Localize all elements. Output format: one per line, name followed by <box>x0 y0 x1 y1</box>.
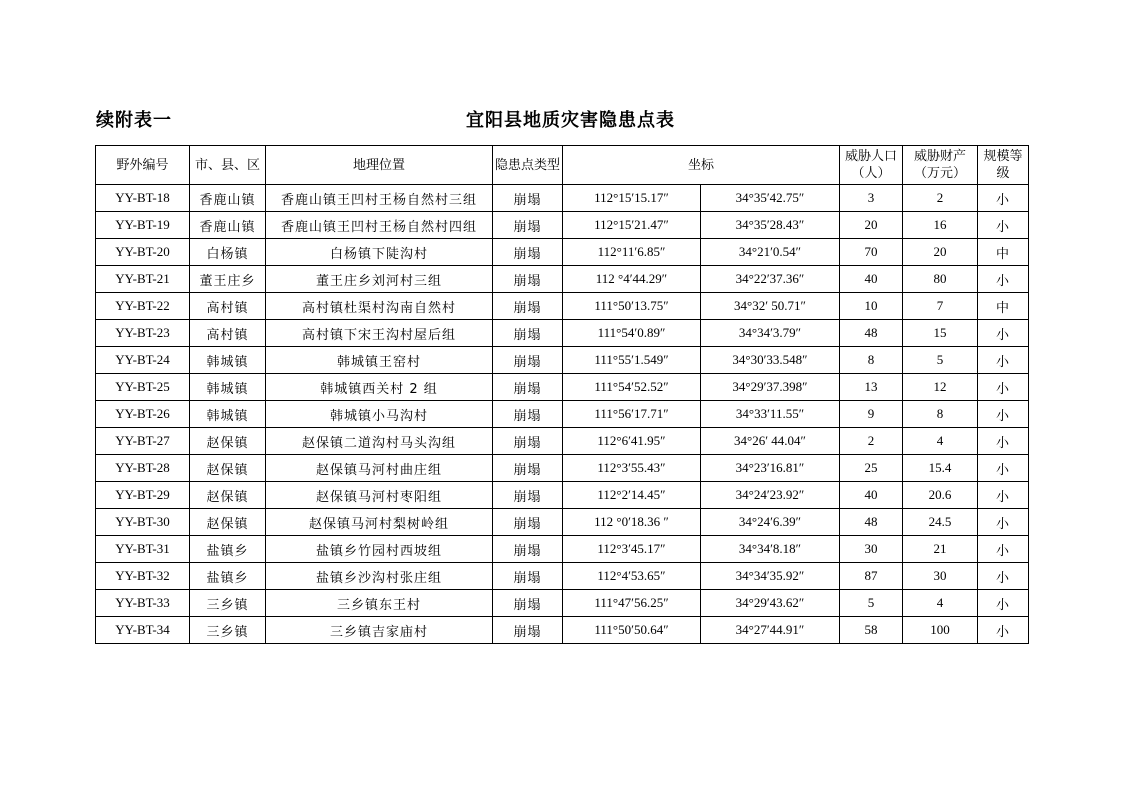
cell-people: 70 <box>840 239 903 266</box>
cell-id: YY-BT-22 <box>96 293 190 320</box>
cell-latitude: 34°32′ 50.71″ <box>701 293 840 320</box>
cell-type: 崩塌 <box>493 536 563 563</box>
cell-county: 赵保镇 <box>190 509 266 536</box>
cell-type: 崩塌 <box>493 266 563 293</box>
cell-scale: 小 <box>978 509 1029 536</box>
cell-longitude: 111°54′0.89″ <box>563 320 701 347</box>
cell-scale: 小 <box>978 320 1029 347</box>
cell-id: YY-BT-23 <box>96 320 190 347</box>
cell-location: 韩城镇西关村 2 组 <box>266 374 493 401</box>
header-location: 地理位置 <box>266 146 493 185</box>
cell-longitude: 111°55′1.549″ <box>563 347 701 374</box>
cell-property: 20.6 <box>903 482 978 509</box>
cell-location: 高村镇杜渠村沟南自然村 <box>266 293 493 320</box>
cell-county: 韩城镇 <box>190 374 266 401</box>
cell-scale: 小 <box>978 401 1029 428</box>
cell-scale: 小 <box>978 536 1029 563</box>
cell-people: 48 <box>840 509 903 536</box>
cell-county: 赵保镇 <box>190 428 266 455</box>
table-row <box>96 428 1029 455</box>
cell-id: YY-BT-29 <box>96 482 190 509</box>
cell-type: 崩塌 <box>493 320 563 347</box>
header-type: 隐患点类型 <box>493 146 563 185</box>
cell-longitude: 112°3′55.43″ <box>563 455 701 482</box>
header-county: 市、县、区 <box>190 146 266 185</box>
cell-people: 3 <box>840 185 903 212</box>
cell-latitude: 34°23′16.81″ <box>701 455 840 482</box>
table-row <box>96 617 1029 644</box>
cell-type: 崩塌 <box>493 482 563 509</box>
table-row <box>96 185 1029 212</box>
cell-id: YY-BT-30 <box>96 509 190 536</box>
cell-latitude: 34°21′0.54″ <box>701 239 840 266</box>
cell-id: YY-BT-24 <box>96 347 190 374</box>
cell-longitude: 112°3′45.17″ <box>563 536 701 563</box>
cell-id: YY-BT-32 <box>96 563 190 590</box>
cell-people: 5 <box>840 590 903 617</box>
cell-longitude: 111°47′56.25″ <box>563 590 701 617</box>
cell-scale: 小 <box>978 347 1029 374</box>
cell-people: 40 <box>840 266 903 293</box>
cell-people: 30 <box>840 536 903 563</box>
cell-county: 香鹿山镇 <box>190 212 266 239</box>
cell-property: 5 <box>903 347 978 374</box>
table-continuation-label: 续附表一 <box>96 110 172 131</box>
cell-longitude: 112°15′15.17″ <box>563 185 701 212</box>
table-header-row <box>96 146 1029 185</box>
header-people: 威胁人口（人） <box>840 146 903 185</box>
cell-longitude: 112°4′53.65″ <box>563 563 701 590</box>
cell-longitude: 112 °4′44.29″ <box>563 266 701 293</box>
cell-scale: 小 <box>978 455 1029 482</box>
cell-type: 崩塌 <box>493 590 563 617</box>
table-row <box>96 590 1029 617</box>
cell-people: 9 <box>840 401 903 428</box>
cell-property: 100 <box>903 617 978 644</box>
cell-county: 赵保镇 <box>190 482 266 509</box>
cell-scale: 中 <box>978 293 1029 320</box>
header-scale: 规模等级 <box>978 146 1029 185</box>
cell-county: 赵保镇 <box>190 455 266 482</box>
cell-latitude: 34°26′ 44.04″ <box>701 428 840 455</box>
cell-longitude: 112 °0′18.36 ″ <box>563 509 701 536</box>
cell-longitude: 112°15′21.47″ <box>563 212 701 239</box>
cell-location: 盐镇乡沙沟村张庄组 <box>266 563 493 590</box>
cell-property: 16 <box>903 212 978 239</box>
cell-people: 40 <box>840 482 903 509</box>
cell-property: 2 <box>903 185 978 212</box>
cell-id: YY-BT-27 <box>96 428 190 455</box>
cell-longitude: 111°50′13.75″ <box>563 293 701 320</box>
table-row <box>96 374 1029 401</box>
cell-property: 80 <box>903 266 978 293</box>
cell-type: 崩塌 <box>493 212 563 239</box>
cell-location: 赵保镇马河村梨树岭组 <box>266 509 493 536</box>
cell-scale: 小 <box>978 428 1029 455</box>
cell-type: 崩塌 <box>493 185 563 212</box>
cell-longitude: 112°2′14.45″ <box>563 482 701 509</box>
cell-county: 高村镇 <box>190 293 266 320</box>
cell-people: 25 <box>840 455 903 482</box>
cell-type: 崩塌 <box>493 428 563 455</box>
cell-longitude: 111°56′17.71″ <box>563 401 701 428</box>
cell-location: 盐镇乡竹园村西坡组 <box>266 536 493 563</box>
cell-latitude: 34°24′6.39″ <box>701 509 840 536</box>
cell-id: YY-BT-20 <box>96 239 190 266</box>
cell-latitude: 34°34′8.18″ <box>701 536 840 563</box>
cell-scale: 小 <box>978 374 1029 401</box>
cell-type: 崩塌 <box>493 563 563 590</box>
cell-people: 20 <box>840 212 903 239</box>
cell-latitude: 34°34′35.92″ <box>701 563 840 590</box>
cell-county: 香鹿山镇 <box>190 185 266 212</box>
cell-people: 58 <box>840 617 903 644</box>
table-row <box>96 293 1029 320</box>
cell-county: 白杨镇 <box>190 239 266 266</box>
cell-id: YY-BT-34 <box>96 617 190 644</box>
cell-county: 韩城镇 <box>190 401 266 428</box>
cell-id: YY-BT-33 <box>96 590 190 617</box>
cell-longitude: 112°11′6.85″ <box>563 239 701 266</box>
table-row <box>96 266 1029 293</box>
cell-location: 香鹿山镇王凹村王杨自然村四组 <box>266 212 493 239</box>
table-row <box>96 401 1029 428</box>
cell-location: 赵保镇马河村枣阳组 <box>266 482 493 509</box>
cell-scale: 中 <box>978 239 1029 266</box>
table-row <box>96 536 1029 563</box>
cell-county: 高村镇 <box>190 320 266 347</box>
cell-type: 崩塌 <box>493 374 563 401</box>
cell-scale: 小 <box>978 212 1029 239</box>
cell-scale: 小 <box>978 617 1029 644</box>
cell-latitude: 34°35′42.75″ <box>701 185 840 212</box>
cell-people: 13 <box>840 374 903 401</box>
table-row <box>96 563 1029 590</box>
cell-longitude: 111°54′52.52″ <box>563 374 701 401</box>
cell-people: 48 <box>840 320 903 347</box>
cell-type: 崩塌 <box>493 617 563 644</box>
cell-latitude: 34°29′43.62″ <box>701 590 840 617</box>
cell-location: 韩城镇王窑村 <box>266 347 493 374</box>
cell-county: 董王庄乡 <box>190 266 266 293</box>
table-body <box>96 185 1029 644</box>
table-row <box>96 239 1029 266</box>
cell-property: 4 <box>903 428 978 455</box>
cell-location: 赵保镇二道沟村马头沟组 <box>266 428 493 455</box>
cell-latitude: 34°33′11.55″ <box>701 401 840 428</box>
cell-scale: 小 <box>978 266 1029 293</box>
cell-latitude: 34°22′37.36″ <box>701 266 840 293</box>
cell-location: 香鹿山镇王凹村王杨自然村三组 <box>266 185 493 212</box>
hazard-table <box>95 145 1029 644</box>
cell-location: 董王庄乡刘河村三组 <box>266 266 493 293</box>
cell-county: 盐镇乡 <box>190 536 266 563</box>
cell-latitude: 34°34′3.79″ <box>701 320 840 347</box>
cell-id: YY-BT-25 <box>96 374 190 401</box>
cell-location: 三乡镇吉家庙村 <box>266 617 493 644</box>
cell-scale: 小 <box>978 185 1029 212</box>
cell-type: 崩塌 <box>493 455 563 482</box>
cell-id: YY-BT-18 <box>96 185 190 212</box>
cell-property: 30 <box>903 563 978 590</box>
cell-type: 崩塌 <box>493 293 563 320</box>
cell-id: YY-BT-26 <box>96 401 190 428</box>
cell-id: YY-BT-21 <box>96 266 190 293</box>
cell-latitude: 34°30′33.548″ <box>701 347 840 374</box>
table-row <box>96 509 1029 536</box>
cell-type: 崩塌 <box>493 239 563 266</box>
cell-latitude: 34°35′28.43″ <box>701 212 840 239</box>
header-property: 威胁财产（万元） <box>903 146 978 185</box>
cell-property: 15 <box>903 320 978 347</box>
cell-property: 24.5 <box>903 509 978 536</box>
cell-type: 崩塌 <box>493 509 563 536</box>
cell-longitude: 112°6′41.95″ <box>563 428 701 455</box>
cell-property: 15.4 <box>903 455 978 482</box>
table-row <box>96 347 1029 374</box>
cell-property: 20 <box>903 239 978 266</box>
cell-county: 盐镇乡 <box>190 563 266 590</box>
cell-location: 高村镇下宋王沟村屋后组 <box>266 320 493 347</box>
header-id: 野外编号 <box>96 146 190 185</box>
cell-property: 21 <box>903 536 978 563</box>
table-row <box>96 482 1029 509</box>
cell-location: 白杨镇下陡沟村 <box>266 239 493 266</box>
cell-people: 2 <box>840 428 903 455</box>
cell-id: YY-BT-31 <box>96 536 190 563</box>
table-row <box>96 212 1029 239</box>
cell-id: YY-BT-19 <box>96 212 190 239</box>
cell-people: 10 <box>840 293 903 320</box>
table-row <box>96 320 1029 347</box>
cell-property: 7 <box>903 293 978 320</box>
cell-location: 赵保镇马河村曲庄组 <box>266 455 493 482</box>
cell-latitude: 34°27′44.91″ <box>701 617 840 644</box>
cell-scale: 小 <box>978 563 1029 590</box>
cell-latitude: 34°24′23.92″ <box>701 482 840 509</box>
cell-property: 8 <box>903 401 978 428</box>
cell-latitude: 34°29′37.398″ <box>701 374 840 401</box>
cell-scale: 小 <box>978 482 1029 509</box>
cell-type: 崩塌 <box>493 401 563 428</box>
cell-county: 韩城镇 <box>190 347 266 374</box>
cell-people: 8 <box>840 347 903 374</box>
cell-location: 三乡镇东王村 <box>266 590 493 617</box>
cell-people: 87 <box>840 563 903 590</box>
table-row <box>96 455 1029 482</box>
cell-type: 崩塌 <box>493 347 563 374</box>
cell-county: 三乡镇 <box>190 617 266 644</box>
cell-property: 4 <box>903 590 978 617</box>
cell-county: 三乡镇 <box>190 590 266 617</box>
cell-property: 12 <box>903 374 978 401</box>
cell-longitude: 111°50′50.64″ <box>563 617 701 644</box>
cell-scale: 小 <box>978 590 1029 617</box>
cell-id: YY-BT-28 <box>96 455 190 482</box>
header-coords: 坐标 <box>563 146 840 185</box>
cell-location: 韩城镇小马沟村 <box>266 401 493 428</box>
page-title: 宜阳县地质灾害隐患点表 <box>466 110 675 131</box>
